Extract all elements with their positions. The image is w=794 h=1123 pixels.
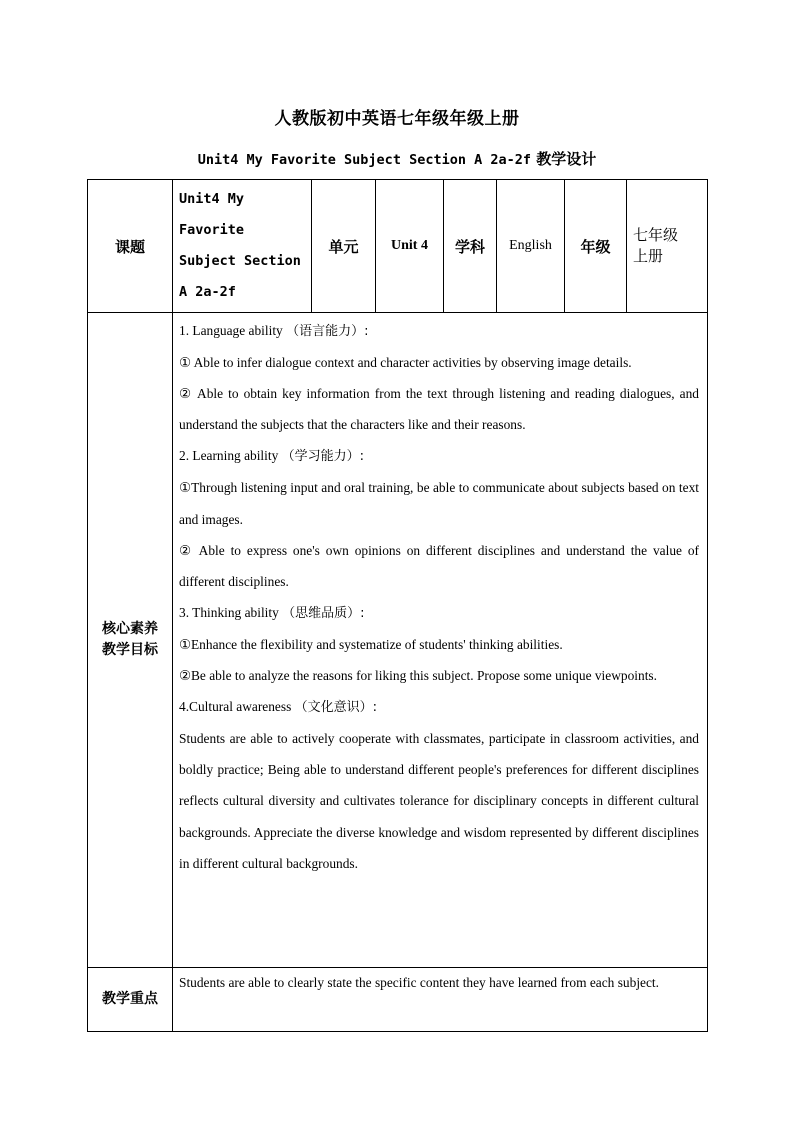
lesson-plan-table bbox=[87, 179, 708, 1032]
unit-value: Unit 4 bbox=[376, 180, 444, 313]
goals-label-line: 核心素养 bbox=[102, 621, 158, 637]
goals-content bbox=[173, 313, 708, 968]
goals-row bbox=[88, 313, 708, 968]
topic-line: A 2a-2f bbox=[179, 284, 236, 300]
document-subtitle bbox=[0, 148, 794, 169]
subject-label: 学科 bbox=[444, 180, 497, 313]
goals-label bbox=[88, 313, 173, 968]
goal-item: Students are able to actively cooperate with classmates, participate in classroom activities, and boldly practice; Being able to understand different people's preferences for different disciplines reflects cultural diversity and cultivates tolerance for disciplinary concepts in different cultural backgrounds. Appreciate the diverse knowledge and wisdom represented by different disciplines in different cultural backgrounds. bbox=[179, 731, 699, 871]
goal-item: ①Enhance the flexibility and systematize of students' thinking abilities. bbox=[179, 636, 563, 652]
goal-item: ② Able to express one's own opinions on different disciplines and understand the value of different disciplines. bbox=[179, 542, 699, 589]
goal-item: 4.Cultural awareness （文化意识）: bbox=[179, 699, 378, 716]
goal-item: 3. Thinking ability （思维品质）: bbox=[179, 604, 365, 621]
focus-row bbox=[88, 968, 708, 1032]
goal-item: ② Able to obtain key information from the text through listening and reading dialogues, and understand the subjects that the characters like and their reasons. bbox=[179, 386, 699, 433]
subtitle-chinese: 教学设计 bbox=[536, 150, 597, 168]
grade-value bbox=[627, 180, 708, 313]
unit-label: 单元 bbox=[312, 180, 376, 313]
grade-line: 七年级 bbox=[633, 226, 679, 244]
topic-line: Favorite bbox=[179, 222, 245, 238]
goal-item: 1. Language ability （语言能力）: bbox=[179, 323, 369, 339]
goal-item: ②Be able to analyze the reasons for liking this subject. Propose some unique viewpoints. bbox=[179, 668, 657, 684]
goal-item: ①Through listening input and oral training, be able to communicate about subjects based on text and images. bbox=[179, 480, 699, 527]
topic-line: Subject Section bbox=[179, 253, 301, 269]
header-row bbox=[88, 180, 708, 313]
grade-label: 年级 bbox=[565, 180, 627, 313]
topic-value bbox=[173, 180, 312, 313]
goals-label-line: 教学目标 bbox=[102, 642, 158, 658]
goal-item: ① Able to infer dialogue context and character activities by observing image details. bbox=[179, 355, 632, 371]
focus-label: 教学重点 bbox=[88, 968, 173, 1032]
topic-label: 课题 bbox=[88, 180, 173, 313]
document-title: 人教版初中英语七年级年级上册 bbox=[274, 109, 520, 129]
grade-line: 上册 bbox=[633, 247, 664, 265]
focus-text: Students are able to clearly state the specific content they have learned from each subject. bbox=[179, 975, 659, 990]
subject-value: English bbox=[497, 180, 565, 313]
topic-line: Unit4 My bbox=[179, 191, 245, 207]
subtitle-english: Unit4 My Favorite Subject Section A 2a-2f bbox=[197, 152, 531, 168]
goal-item: 2. Learning ability （学习能力）: bbox=[179, 448, 365, 465]
focus-content bbox=[173, 968, 708, 1032]
